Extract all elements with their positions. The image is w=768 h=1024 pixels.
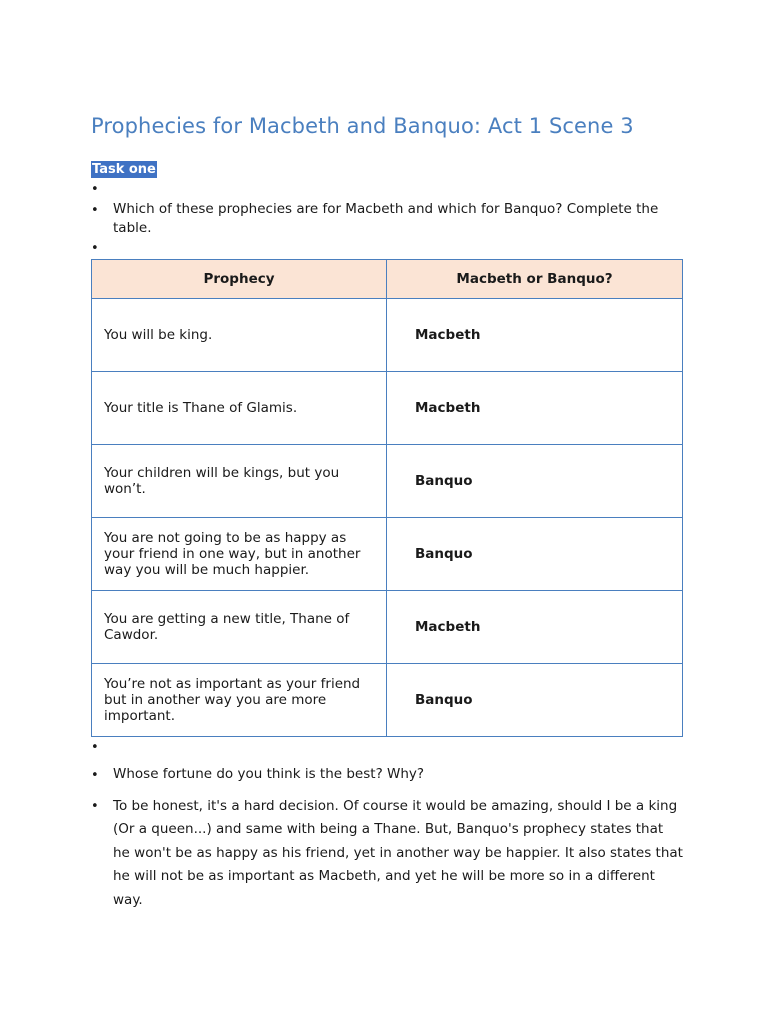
table-row [92,591,683,664]
prophecy-table [91,259,683,737]
prophecy-cell: Your title is Thane of Glamis. [92,372,387,445]
table-row [92,445,683,518]
prophecy-cell: You’re not as important as your friend but in another way you are more important. [92,664,387,737]
table-row [92,372,683,445]
header-macbeth-or-banquo: Macbeth or Banquo? [387,260,683,299]
prophecy-cell: Your children will be kings, but you won’t. [92,445,387,518]
prophecy-cell: You are not going to be as happy as your friend in one way, but in another way you will be much happier. [92,518,387,591]
table-row [92,664,683,737]
empty-bullet: • [91,182,99,197]
empty-bullet: • [91,241,99,256]
answer-text: To be honest, it's a hard decision. Of course it would be amazing, should I be a king (Or a queen...) and same with being a Thane. But, Banquo's prophecy states that he won't be as happy as his friend, yet in another way be happier. It also states that he will not be as important as Macbeth, and yet he will be more so in a different way. [113,798,683,908]
question-text: Whose fortune do you think is the best? Why? [113,766,425,782]
answer-cell: Banquo [387,518,683,591]
table-header-row [92,260,683,299]
task-heading: Task one [92,162,156,177]
answer-cell: Banquo [387,664,683,737]
answer-cell: Macbeth [387,372,683,445]
page-title: Prophecies for Macbeth and Banquo: Act 1 Scene 3 [91,114,634,138]
question-bullet: • [91,768,99,783]
empty-bullet: • [91,740,99,755]
instruction-text: Which of these prophecies are for Macbeth and which for Banquo? Complete the table. [113,201,659,236]
answer-cell: Macbeth [387,299,683,372]
header-prophecy: Prophecy [92,260,387,299]
answer-cell: Banquo [387,445,683,518]
prophecy-cell: You will be king. [92,299,387,372]
prophecy-cell: You are getting a new title, Thane of Cawdor. [92,591,387,664]
answer-cell: Macbeth [387,591,683,664]
table-row [92,299,683,372]
table-row [92,518,683,591]
instruction-bullet: • [91,203,99,218]
answer-bullet: • [91,799,99,814]
